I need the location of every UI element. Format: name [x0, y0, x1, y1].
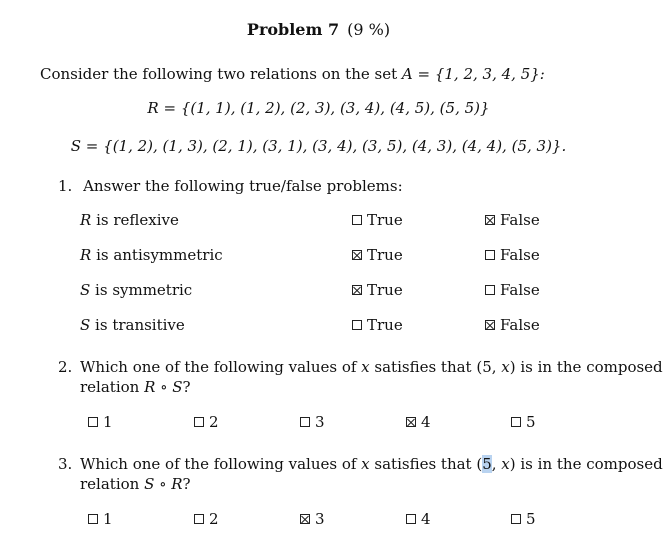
q3-variable: x: [501, 455, 510, 473]
q3-text-part: ?: [182, 475, 191, 493]
tf-row: [0, 211, 637, 231]
relation-s: S = {(1, 2), (1, 3), (2, 1), (3, 1), (3, 4), (3, 5), (4, 3), (4, 4), (5, 3)}.: [70, 137, 567, 155]
tf-true-option[interactable]: [352, 246, 403, 264]
q2-variable: x: [361, 358, 370, 376]
tf-row: [0, 246, 637, 266]
problem-label: Problem 7: [246, 20, 340, 39]
q2-text-part: Which one of the following values of: [80, 358, 362, 376]
q2-text-part: ?: [182, 378, 191, 396]
tf-text: is transitive: [90, 316, 185, 334]
q2-choice[interactable]: [300, 413, 325, 431]
q1-prompt: Answer the following true/false problems:: [83, 177, 403, 195]
tf-true-option[interactable]: [352, 281, 403, 299]
q3-composition: S ∘ R: [144, 475, 183, 493]
choice-label: 4: [421, 510, 431, 528]
checkbox-icon[interactable]: [194, 514, 204, 524]
tf-statement: [80, 316, 185, 334]
q3-text-part: ,: [491, 455, 502, 473]
checkbox-icon[interactable]: [88, 514, 98, 524]
choice-label: 2: [209, 413, 219, 431]
choice-label: 4: [421, 413, 431, 431]
tf-symbol: R: [80, 246, 92, 264]
q3-choice[interactable]: [511, 510, 536, 528]
tf-false-option[interactable]: [485, 246, 540, 264]
q2-variable: x: [501, 358, 510, 376]
q1-heading: [58, 177, 403, 195]
false-label: False: [500, 211, 540, 229]
q3-text-part: relation: [80, 475, 145, 493]
q3-variable: x: [361, 455, 370, 473]
true-label: True: [367, 246, 403, 264]
tf-text: is symmetric: [90, 281, 193, 299]
checkbox-icon[interactable]: [485, 285, 495, 295]
q3-choice[interactable]: [300, 510, 325, 528]
tf-false-option[interactable]: [485, 211, 540, 229]
q2-choice[interactable]: [511, 413, 536, 431]
true-label: True: [367, 281, 403, 299]
tf-true-option[interactable]: [352, 211, 403, 229]
checkbox-icon[interactable]: [194, 417, 204, 427]
choice-label: 5: [526, 413, 536, 431]
choice-label: 2: [209, 510, 219, 528]
checked-checkbox-icon[interactable]: [406, 417, 416, 427]
checked-checkbox-icon[interactable]: [485, 215, 495, 225]
tf-symbol: R: [80, 211, 92, 229]
checkbox-icon[interactable]: [406, 514, 416, 524]
tf-true-option[interactable]: [352, 316, 403, 334]
checkbox-icon[interactable]: [352, 320, 362, 330]
true-label: True: [367, 316, 403, 334]
checked-checkbox-icon[interactable]: [300, 514, 310, 524]
tf-false-option[interactable]: [485, 281, 540, 299]
checked-checkbox-icon[interactable]: [352, 285, 362, 295]
tf-text: is reflexive: [91, 211, 179, 229]
tf-statement: [80, 246, 223, 264]
checked-checkbox-icon[interactable]: [352, 250, 362, 260]
q1-number: 1.: [58, 177, 73, 195]
q2-choices: [0, 413, 637, 433]
choice-label: 1: [103, 510, 113, 528]
choice-label: 3: [315, 413, 325, 431]
checkbox-icon[interactable]: [88, 417, 98, 427]
false-label: False: [500, 281, 540, 299]
checked-checkbox-icon[interactable]: [485, 320, 495, 330]
q3-line2: [80, 475, 191, 493]
q2-text-part: ) is in the composed: [509, 358, 663, 376]
tf-symbol: S: [80, 281, 91, 299]
checkbox-icon[interactable]: [300, 417, 310, 427]
intro-text: [40, 65, 545, 83]
set-definition: A = {1, 2, 3, 4, 5}:: [401, 65, 545, 83]
checkbox-icon[interactable]: [485, 250, 495, 260]
false-label: False: [500, 316, 540, 334]
q2-composition: R ∘ S: [144, 378, 183, 396]
q3-choice[interactable]: [406, 510, 431, 528]
q2-text-part: satisfies that (5,: [369, 358, 502, 376]
choice-label: 5: [526, 510, 536, 528]
problem-weight: (9 %): [347, 20, 391, 39]
q2-choice[interactable]: [88, 413, 113, 431]
tf-text: is antisymmetric: [91, 246, 223, 264]
checkbox-icon[interactable]: [352, 215, 362, 225]
q2-choice[interactable]: [194, 413, 219, 431]
q2-choice[interactable]: [406, 413, 431, 431]
q3-text-part: satisfies that (: [369, 455, 483, 473]
checkbox-icon[interactable]: [511, 514, 521, 524]
choice-label: 1: [103, 413, 113, 431]
q2-line2: [80, 378, 191, 396]
tf-row: [0, 281, 637, 301]
tf-false-option[interactable]: [485, 316, 540, 334]
q3-text-part: Which one of the following values of: [80, 455, 362, 473]
tf-symbol: S: [80, 316, 91, 334]
choice-label: 3: [315, 510, 325, 528]
q2-number: 2.: [58, 358, 73, 376]
q3-text: [80, 455, 663, 473]
q3-number: 3.: [58, 455, 73, 473]
checkbox-icon[interactable]: [511, 417, 521, 427]
q2-text-part: relation: [80, 378, 145, 396]
problem-title: [0, 20, 637, 39]
relation-r: R = {(1, 1), (1, 2), (2, 3), (3, 4), (4, 5), (5, 5)}: [147, 99, 490, 117]
q3-choices: [0, 510, 637, 530]
false-label: False: [500, 246, 540, 264]
q3-choice[interactable]: [194, 510, 219, 528]
true-label: True: [367, 211, 403, 229]
intro-sentence: Consider the following two relations on the set: [40, 65, 402, 83]
q3-choice[interactable]: [88, 510, 113, 528]
tf-statement: [80, 281, 192, 299]
q2-text: [80, 358, 663, 376]
q3-text-part: ) is in the composed: [509, 455, 663, 473]
highlighted-selection[interactable]: 5: [482, 455, 492, 473]
tf-statement: [80, 211, 179, 229]
tf-row: [0, 316, 637, 336]
